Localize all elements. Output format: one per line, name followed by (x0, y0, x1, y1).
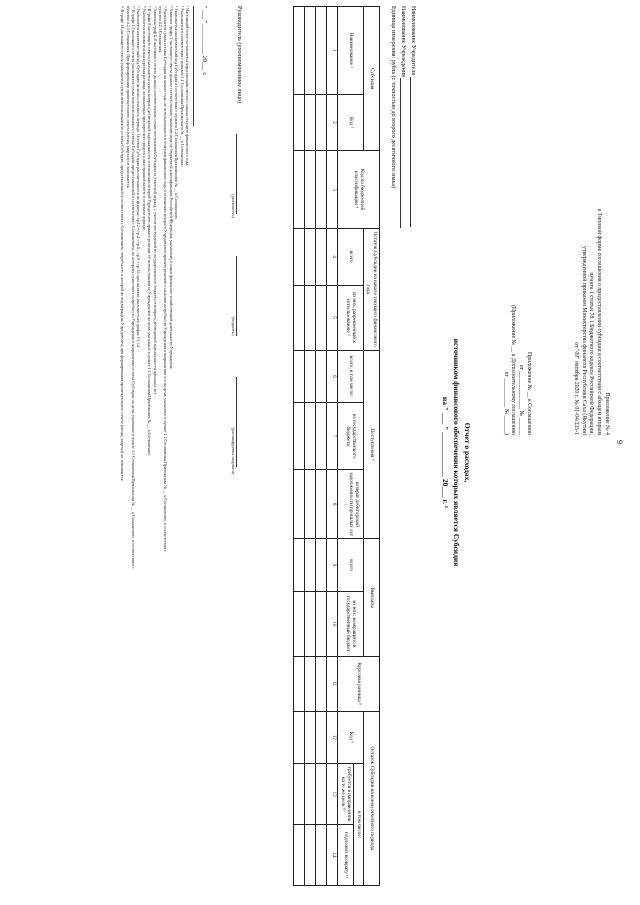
institution-label: Наименование Учреждения (400, 6, 406, 77)
signature-block (228, 6, 242, 886)
report-date-line: " ___ " __________ 20___ г. (201, 6, 207, 76)
founder-fill-line (410, 77, 417, 227)
agreement-line: от __________ № ______) (502, 371, 509, 435)
founder-label: Наименование Учредителя (410, 6, 416, 76)
footnote: ¹⁰ В графе 13 настоящего отчета указывается сумма неиспользованного остатка Субсидии, предоставленной в соответствии с Соглашением, по которому существует потребность Учреждения в направлении остатка Субсидии на цели, указанные в пункте 1.1 Соглашения/Приложении № __ к Соглашению, в соответствии с (131, 6, 137, 569)
header-fx-difference: Курсовая разница ⁸ (338, 656, 380, 711)
agreement-line: (Приложение № __ к Дополнительному соглашению (510, 305, 517, 435)
header-subsidy: Субсидия (364, 7, 380, 151)
footnote: ⁸ Указывается положительная курсовая разница, возникающая при пересчете средств в иностранной валюте в отчетном периоде. (141, 6, 147, 232)
institution-name-field (400, 6, 407, 228)
table-row (305, 7, 316, 886)
footnote: ⁷ В графе 8 настоящего отчета указывается сумма возврата дебиторской задолженности, в отношении которой Учредителем принято решение об использовании ее Учреждением на цели, указанные в пункте 1.1 Соглашения/Приложении № __ к Соглашению. (147, 6, 153, 457)
column-number: 14 (327, 825, 338, 886)
column-number: 1 (327, 7, 338, 95)
unit-label: Единица измерения: рубль (с точностью до второго десятичного знака) (390, 6, 396, 189)
header-balance-end: Остаток Субсидии на конец отчетного периода (364, 711, 380, 885)
signature-line (236, 256, 237, 336)
appendix-line: Приложение № 4 (604, 392, 610, 435)
header-including: в том числе: (354, 764, 364, 886)
appendix-line: пункта 1 статьи 78.1 Бюджетного кодекса Российской Федерации, (588, 272, 595, 435)
footnote-divider (193, 6, 194, 126)
column-number: 11 (327, 656, 338, 711)
footnote: ³ Указывается аналитический код Субсидии в соответствии с пунктом 1.2 Соглашения/Приложением № __ к Соглашению. (174, 6, 180, 220)
header-balance-allowed: из них, разрешенный к использованию ⁵ (338, 285, 364, 350)
header-code: Код ³ (338, 94, 364, 151)
caption-position: (должность) (231, 193, 236, 219)
report-title (439, 0, 472, 905)
footnote: ² Указывается в соответствии с пунктом 1.1 Соглашения/Приложением № __ к Соглашению. (179, 6, 185, 168)
header-balance-total: всего (338, 228, 364, 285)
agreement-appendix-header (501, 235, 532, 435)
column-number: 7 (327, 403, 338, 470)
footnote: пунктом 4.2.3 Соглашения. (158, 6, 164, 54)
caption-signature: (подпись) (231, 316, 236, 336)
footnote: ¹¹ В графе 14 настоящего отчета указывается сумма неиспользованного остатка Субсидии, предоставленной в соответствии с Соглашением, потребность в которой не подтверждена Учредителем; при формировании промежуточного отчета (месяц, квартал) не заполняется. (120, 6, 126, 482)
table-row (294, 7, 305, 886)
header-balance-start: Остаток Субсидии на начало текущего финансового года (364, 228, 380, 350)
footnote: ⁹ Указывается аналитический код Субсидии на конец отчетного периода. Остаток Субсидии рассчитывается по формуле: гр.12 = гр.4 + гр.6 – гр.9 + гр.11; при наличии указывается в графах 13, 14. (136, 6, 142, 348)
header-receipts: Поступления ⁶ (364, 350, 380, 539)
header-payments-returned: из них: возвращено в государственный бюджет (338, 591, 364, 656)
agreement-line: Приложение № __ к Соглашению (526, 352, 532, 435)
header-receipts-budget: из государственного бюджета (338, 403, 364, 470)
footnote: ⁵ Указывается сумма остатка Субсидии на начало года, не использованного в отчетном финансовом году, в отношении которого Учредителем принято решение о наличии потребности Учреждения в направлении его на цели, указанные в пункте 1.1 Соглашения/Приложении № __ к Соглашению, в соответствии с (163, 6, 169, 552)
header-receipts-return: возврат дебиторской задолженности прошлых лет ⁷ (338, 470, 364, 539)
title-line-3: на " ___ " ____________ 20___ г. ¹ (441, 396, 451, 509)
column-number: 5 (327, 285, 338, 350)
head-label: Руководитель (уполномоченное лицо) (236, 6, 242, 103)
agreement-line: от _____________ № ______ (518, 364, 525, 435)
header-name: Наименование ² (338, 7, 364, 95)
footnotes (120, 6, 190, 896)
appendix-line: от "09" октября 2020 г. № 01-04/335-1 (572, 342, 579, 435)
header-budget-code: Код по бюджетной классификации ⁴ (338, 151, 380, 228)
header-refund: подлежит возврату ¹¹ (338, 825, 354, 886)
unit-of-measure (390, 6, 396, 188)
header-end-code: Код ⁹ (338, 711, 364, 764)
header-payments-total: всего (338, 539, 364, 592)
title-line-1: Отчет о расходах, (463, 422, 472, 483)
appendix-line: утвержденной приказом Министерства финансов Республики Саха (Якутия) (580, 246, 587, 435)
column-number: 10 (327, 591, 338, 656)
column-number: 4 (327, 228, 338, 285)
footnote: ⁶ Значения граф 6–8 настоящего отчета должны соответствовать сумме поступлений Субсидии за отчетный период, с учетом поступлений из государственного бюджета и возврата дебиторской задолженности прошлых лет. (152, 6, 158, 395)
header-required: требуется в направлении на те же цели ¹⁰ (338, 764, 354, 825)
header-receipts-total: всего, в том числе: (338, 350, 364, 403)
institution-fill-line (400, 78, 407, 228)
column-number: 12 (327, 711, 338, 764)
column-number: 3 (327, 151, 338, 228)
founder-name-field (410, 6, 417, 227)
column-number: 2 (327, 94, 338, 151)
title-line-2: источником финансового обеспечения которых является Субсидия (452, 338, 462, 567)
appendix-header (571, 40, 610, 435)
expense-report-table (294, 6, 381, 886)
caption-name: (расшифровка подписи) (231, 427, 236, 475)
footnote: ¹ Настоящий отчет составляется нарастающим итогом с начала текущего финансового года. (185, 6, 190, 167)
column-number: 13 (327, 764, 338, 825)
column-number: 8 (327, 470, 338, 539)
page-number: 9 (615, 440, 624, 444)
footnote: пунктом 4.2.3 Соглашения. При формировании промежуточного отчета (месяц, квартал) не заполняется. (125, 6, 131, 189)
footnote: ⁴ Значение графы 3 настоящего отчета должно соответствовать значению кода по бюджетной классификации Российской Федерации, указанному в плане финансово-хозяйственной деятельности Учреждения. (168, 6, 174, 370)
column-number: 6 (327, 350, 338, 403)
column-number: 9 (327, 539, 338, 592)
table-row (316, 7, 327, 886)
name-line (236, 377, 237, 467)
appendix-line: к Типовой форме соглашения о предоставлении субсидии в соответствии с абзацем вторым (596, 208, 603, 435)
header-payments: Выплаты (364, 539, 380, 657)
position-line (236, 134, 237, 214)
